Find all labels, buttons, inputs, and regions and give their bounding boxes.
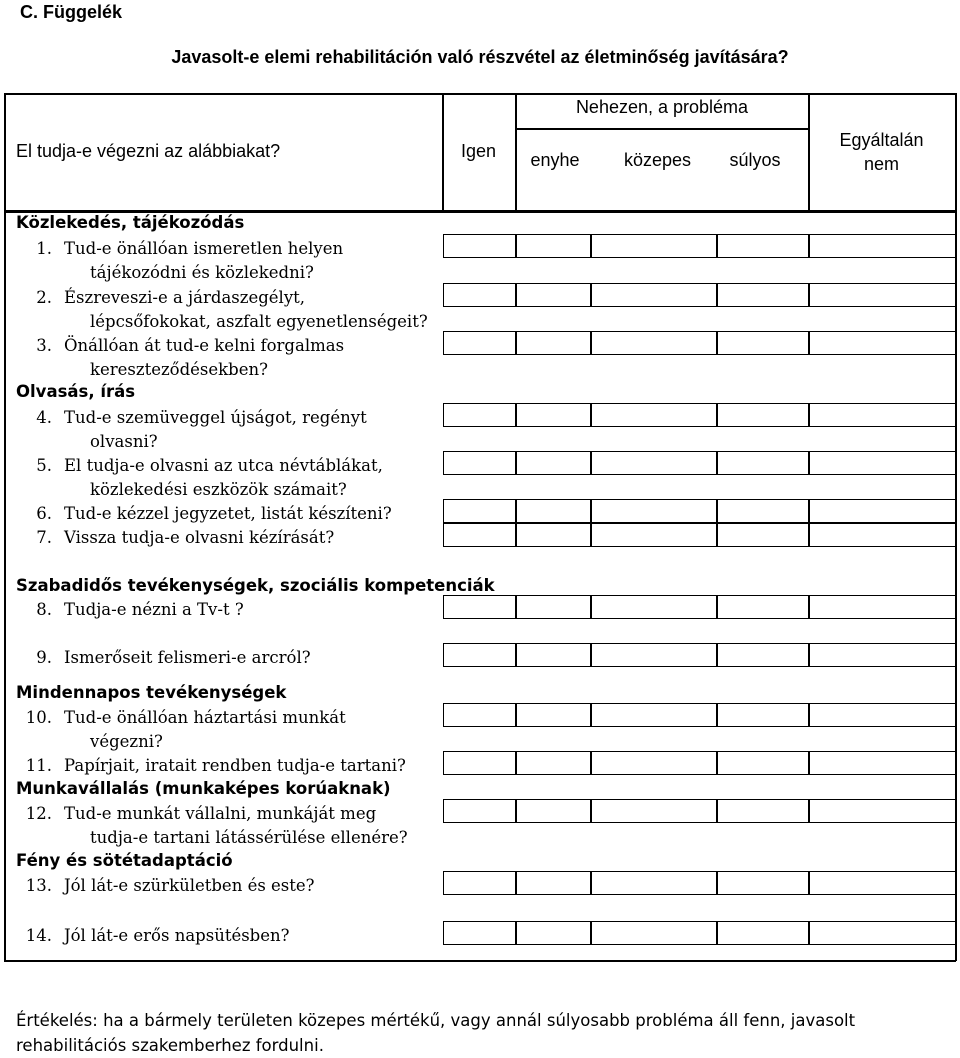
- header-severe: súlyos: [729, 150, 781, 170]
- answer-box-severe[interactable]: [717, 451, 809, 475]
- answer-box-not-at-all[interactable]: [809, 703, 956, 727]
- question-text-cont: tájékozódni és közlekedni?: [90, 263, 314, 282]
- question-text: Észreveszi-e a járdaszegélyt,: [64, 288, 306, 307]
- question-row-8: [16, 598, 244, 622]
- answer-box-mild[interactable]: [516, 643, 591, 667]
- answer-box-mild[interactable]: [516, 595, 591, 619]
- answer-box-yes[interactable]: [443, 403, 516, 427]
- question-text-cont: olvasni?: [90, 432, 158, 451]
- question-row-10: [16, 706, 346, 754]
- question-text: Ismerőseit felismeri-e arcról?: [64, 648, 311, 667]
- main-question: Javasolt-e elemi rehabilitáción való részvétel az életminőség javítására?: [171, 47, 789, 67]
- answer-box-mild[interactable]: [516, 703, 591, 727]
- appendix-title: C. Függelék: [20, 2, 123, 22]
- answer-box-not-at-all[interactable]: [809, 234, 956, 258]
- answer-box-severe[interactable]: [717, 283, 809, 307]
- answer-box-not-at-all[interactable]: [809, 595, 956, 619]
- question-row-1: [16, 237, 343, 285]
- question-number: 6.: [36, 504, 52, 523]
- body-right-border: [955, 210, 957, 961]
- answer-box-mild[interactable]: [516, 331, 591, 355]
- question-number: 4.: [36, 408, 52, 427]
- header-top-border: [4, 93, 956, 95]
- answer-box-severe[interactable]: [717, 234, 809, 258]
- question-number: 2.: [36, 288, 52, 307]
- answer-box-not-at-all[interactable]: [809, 871, 956, 895]
- header-not-at-all-line2: nem: [863, 154, 899, 174]
- answer-box-mild[interactable]: [516, 234, 591, 258]
- question-row-4: [16, 406, 367, 454]
- body-left-border: [4, 210, 6, 961]
- question-text: Tud-e önállóan ismeretlen helyen: [64, 239, 344, 258]
- answer-box-mild[interactable]: [516, 799, 591, 823]
- question-row-12: [16, 802, 408, 850]
- question-text-cont: közlekedési eszközök számait?: [90, 480, 347, 499]
- answer-box-moderate[interactable]: [591, 403, 717, 427]
- answer-box-mild[interactable]: [516, 403, 591, 427]
- question-number: 14.: [25, 926, 52, 945]
- answer-box-severe[interactable]: [717, 595, 809, 619]
- section-title-reading: Olvasás, írás: [16, 382, 136, 401]
- question-number: 7.: [36, 528, 52, 547]
- question-text: Jól lát-e szürkületben és este?: [64, 876, 315, 895]
- question-text: El tudja-e olvasni az utca névtáblákat,: [64, 456, 383, 475]
- answer-box-moderate[interactable]: [591, 751, 717, 775]
- question-number: 1.: [36, 239, 52, 258]
- answer-box-not-at-all[interactable]: [809, 331, 956, 355]
- answer-box-yes[interactable]: [443, 451, 516, 475]
- answer-box-not-at-all[interactable]: [809, 283, 956, 307]
- question-number: 12.: [25, 804, 52, 823]
- question-text: Vissza tudja-e olvasni kézírását?: [64, 528, 335, 547]
- question-text: Tud-e kézzel jegyzetet, listát készíteni?: [64, 504, 392, 523]
- question-text-cont: kereszteződésekben?: [90, 360, 268, 379]
- body-bottom-border: [4, 960, 956, 962]
- answer-box-yes[interactable]: [443, 921, 516, 945]
- question-row-14: [16, 924, 289, 948]
- answer-box-not-at-all[interactable]: [809, 799, 956, 823]
- answer-box-yes[interactable]: [443, 499, 516, 523]
- answer-box-moderate[interactable]: [591, 451, 717, 475]
- question-number: 9.: [36, 648, 52, 667]
- answer-box-moderate[interactable]: [591, 921, 717, 945]
- question-text-cont: lépcsőfokokat, aszfalt egyenetlenségeit?: [90, 312, 428, 331]
- question-number: 11.: [25, 756, 52, 775]
- answer-box-moderate[interactable]: [591, 499, 717, 523]
- answer-box-moderate[interactable]: [591, 643, 717, 667]
- question-row-2: [16, 286, 428, 334]
- answer-box-yes[interactable]: [443, 234, 516, 258]
- answer-box-moderate[interactable]: [591, 595, 717, 619]
- question-number: 8.: [36, 600, 52, 619]
- question-row-6: [16, 502, 392, 526]
- question-number: 3.: [36, 336, 52, 355]
- question-text: Jól lát-e erős napsütésben?: [64, 926, 290, 945]
- section-title-transport: Közlekedés, tájékozódás: [16, 213, 245, 232]
- header-moderate: közepes: [623, 150, 692, 170]
- question-text: Önállóan át tud-e kelni forgalmas: [64, 336, 345, 355]
- answer-box-not-at-all[interactable]: [809, 921, 956, 945]
- question-row-3: [16, 334, 344, 382]
- header-yes: Igen: [460, 141, 497, 161]
- answer-box-mild[interactable]: [516, 523, 591, 547]
- answer-box-moderate[interactable]: [591, 283, 717, 307]
- answer-box-yes[interactable]: [443, 871, 516, 895]
- answer-box-severe[interactable]: [717, 703, 809, 727]
- answer-box-yes[interactable]: [443, 643, 516, 667]
- question-row-13: [16, 874, 315, 898]
- answer-box-moderate[interactable]: [591, 234, 717, 258]
- header-mild: enyhe: [530, 150, 580, 170]
- answer-box-not-at-all[interactable]: [809, 751, 956, 775]
- question-number: 10.: [25, 708, 52, 727]
- answer-box-severe[interactable]: [717, 403, 809, 427]
- answer-box-severe[interactable]: [717, 921, 809, 945]
- answer-box-severe[interactable]: [717, 643, 809, 667]
- answer-box-not-at-all[interactable]: [809, 451, 956, 475]
- header-not-at-all: [808, 128, 955, 176]
- question-text: Tud-e önállóan háztartási munkát: [64, 708, 346, 727]
- answer-box-mild[interactable]: [516, 921, 591, 945]
- answer-box-moderate[interactable]: [591, 871, 717, 895]
- question-text-cont: tudja-e tartani látássérülése ellenére?: [90, 828, 408, 847]
- question-text: Papírjait, iratait rendben tudja-e tartani?: [64, 756, 406, 775]
- answer-box-severe[interactable]: [717, 523, 809, 547]
- answer-box-yes[interactable]: [443, 331, 516, 355]
- answer-box-severe[interactable]: [717, 331, 809, 355]
- answer-box-moderate[interactable]: [591, 331, 717, 355]
- question-row-11: [16, 754, 406, 778]
- question-text: Tud-e szemüveggel újságot, regényt: [64, 408, 367, 427]
- question-text: Tud-e munkát vállalni, munkáját meg: [64, 804, 377, 823]
- header-subgroup-line: [515, 128, 809, 130]
- header-difficulty-group: Nehezen, a probléma: [575, 97, 749, 117]
- section-title-work: Munkavállalás (munkaképes korúaknak): [16, 779, 391, 798]
- answer-box-yes[interactable]: [443, 751, 516, 775]
- header-not-at-all-line1: Egyáltalán: [839, 130, 924, 150]
- answer-box-yes[interactable]: [443, 283, 516, 307]
- answer-box-not-at-all[interactable]: [809, 523, 956, 547]
- answer-box-yes[interactable]: [443, 703, 516, 727]
- question-text-cont: végezni?: [90, 732, 163, 751]
- answer-box-mild[interactable]: [516, 871, 591, 895]
- answer-box-yes[interactable]: [443, 799, 516, 823]
- question-number: 5.: [36, 456, 52, 475]
- section-title-leisure: Szabadidős tevékenységek, szociális kompetenciák: [16, 576, 495, 595]
- answer-box-not-at-all[interactable]: [809, 643, 956, 667]
- answer-box-mild[interactable]: [516, 499, 591, 523]
- header-right-border: [955, 93, 957, 213]
- answer-box-mild[interactable]: [516, 283, 591, 307]
- answer-box-severe[interactable]: [717, 871, 809, 895]
- question-number: 13.: [25, 876, 52, 895]
- answer-box-moderate[interactable]: [591, 703, 717, 727]
- header-question-col: El tudja-e végezni az alábbiakat?: [16, 141, 281, 161]
- section-title-light: Fény és sötétadaptáció: [16, 851, 233, 870]
- evaluation-note: Értékelés: ha a bármely területen közepes mértékű, vagy annál súlyosabb probléma áll fenn, javasolt rehabilitációs szakemberhez fordulni.: [16, 1011, 856, 1055]
- answer-box-moderate[interactable]: [591, 799, 717, 823]
- question-text: Tudja-e nézni a Tv-t ?: [64, 600, 244, 619]
- question-row-9: [16, 646, 311, 670]
- answer-box-yes[interactable]: [443, 523, 516, 547]
- answer-box-moderate[interactable]: [591, 523, 717, 547]
- question-row-7: [16, 526, 334, 550]
- answer-box-severe[interactable]: [717, 799, 809, 823]
- answer-box-mild[interactable]: [516, 451, 591, 475]
- answer-box-yes[interactable]: [443, 595, 516, 619]
- answer-box-severe[interactable]: [717, 499, 809, 523]
- answer-box-severe[interactable]: [717, 751, 809, 775]
- section-title-daily: Mindennapos tevékenységek: [16, 683, 287, 702]
- answer-box-mild[interactable]: [516, 751, 591, 775]
- answer-box-not-at-all[interactable]: [809, 499, 956, 523]
- answer-box-not-at-all[interactable]: [809, 403, 956, 427]
- question-row-5: [16, 454, 383, 502]
